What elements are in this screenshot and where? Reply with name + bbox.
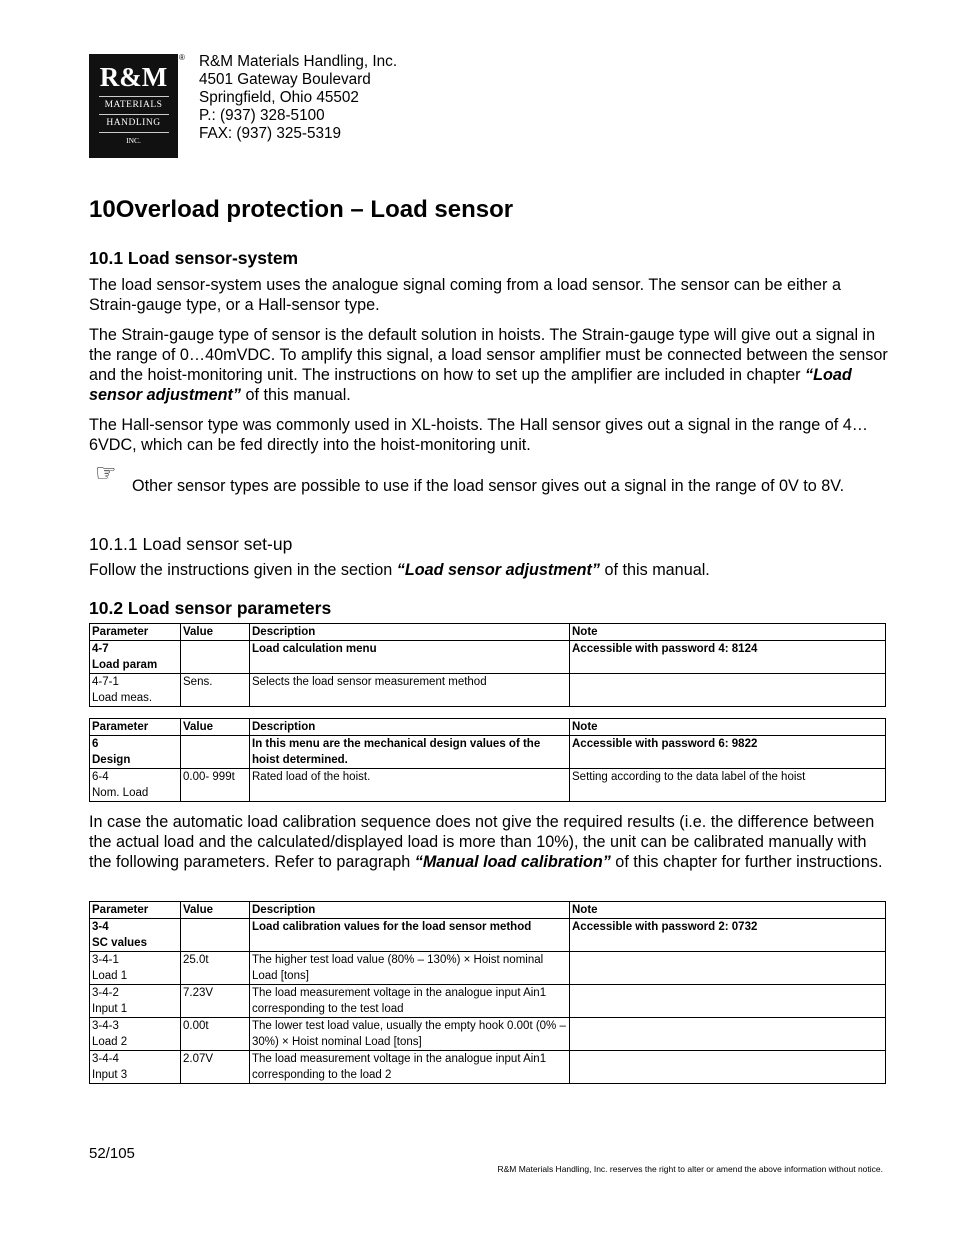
table-row: 3-4-4 Input 3 2.07V The load measurement voltage in the analogue input Ain1 corresponding to the load 2: [90, 1051, 886, 1084]
parameter-table-calibration: [89, 901, 886, 1084]
table-header-row: Parameter Value Description Note: [90, 624, 886, 641]
reference-link: “Manual load calibration”: [414, 853, 611, 871]
table-row: 4-7 Load param Load calculation menu Accessible with password 4: 8124: [90, 641, 886, 674]
table-row: 3-4-3 Load 2 0.00t The lower test load value, usually the empty hook 0.00t (0% – 30%) × Hoist nominal Load [tons]: [90, 1018, 886, 1051]
section-heading-10-1: 10.1 Load sensor-system: [89, 248, 299, 268]
logo-wordmark: R&M: [99, 62, 168, 92]
company-address: [199, 53, 397, 143]
table-header-row: Parameter Value Description Note: [90, 902, 886, 919]
section-heading-10-1-1: 10.1.1 Load sensor set-up: [89, 534, 293, 554]
logo-inc: INC.: [126, 136, 141, 145]
table-header-row: Parameter Value Description Note: [90, 719, 886, 736]
paragraph: In case the automatic load calibration sequence does not give the required results (i.e. the difference between the actual load and the calculated/displayed load is more than 10%), the unit can be calibrated manually with the following parameters. Refer to paragraph “Manual load calibration” of this chapter for further instructions.: [89, 813, 883, 871]
table-row: 3-4-2 Input 1 7.23V The load measurement voltage in the analogue input Ain1 corresponding to the test load: [90, 985, 886, 1018]
note-text: Other sensor types are possible to use if the load sensor gives out a signal in the range of 0V to 8V.: [132, 477, 845, 495]
address-line: Springfield, Ohio 45502: [199, 89, 359, 106]
paragraph: The Strain-gauge type of sensor is the default solution in hoists. The Strain-gauge type will give out a signal in the range of 0…40mVDC. To amplify this signal, a load sensor amplifier must be connected between the sensor and the hoist-monitoring unit. The instructions on how to set up the amplifier are included in chapter “Load sensor adjustment” of this manual.: [89, 326, 888, 404]
paragraph: The load sensor-system uses the analogue signal coming from a load sensor. The sensor can be either a Strain-gauge type, or a Hall-sensor type.: [89, 276, 841, 314]
address-line: P.: (937) 328-5100: [199, 107, 325, 124]
paragraph: The Hall-sensor type was commonly used in XL-hoists. The Hall sensor gives out a signal in the range of 4…6VDC, which can be fed directly into the hoist-monitoring unit.: [89, 416, 868, 454]
parameter-table-design: [89, 718, 886, 802]
reference-link: “Load sensor adjustment”: [396, 561, 601, 579]
table-row: 4-7-1 Load meas. Sens. Selects the load sensor measurement method: [90, 674, 886, 707]
section-heading-10-2: 10.2 Load sensor parameters: [89, 598, 332, 618]
logo-handling: HANDLING: [106, 118, 161, 128]
reference-link: “Load sensor adjustment”: [89, 366, 852, 404]
paragraph: Follow the instructions given in the section “Load sensor adjustment” of this manual.: [89, 561, 710, 579]
address-line: R&M Materials Handling, Inc.: [199, 53, 398, 70]
table-row: 3-4-1 Load 1 25.0t The higher test load value (80% – 130%) × Hoist nominal Load [tons]: [90, 952, 886, 985]
footer-notice: R&M Materials Handling, Inc. reserves the right to alter or amend the above information without notice.: [497, 1164, 883, 1174]
registered-mark: ®: [179, 53, 185, 62]
chapter-title: 10Overload protection – Load sensor: [89, 196, 514, 223]
table-row: 6-4 Nom. Load 0.00- 999t Rated load of the hoist. Setting according to the data label of the hoist: [90, 769, 886, 802]
table-row: 6 Design In this menu are the mechanical design values of the hoist determined. Accessible with password 6: 9822: [90, 736, 886, 769]
pointing-hand-icon: ☞: [95, 460, 117, 487]
address-line: FAX: (937) 325-5319: [199, 125, 342, 142]
logo-materials: MATERIALS: [104, 100, 163, 110]
page-number: 52/105: [89, 1145, 135, 1162]
company-logo: [89, 54, 178, 158]
table-row: 3-4 SC values Load calibration values for the load sensor method Accessible with password 2: 0732: [90, 919, 886, 952]
address-line: 4501 Gateway Boulevard: [199, 71, 371, 88]
parameter-table-load: [89, 623, 886, 707]
